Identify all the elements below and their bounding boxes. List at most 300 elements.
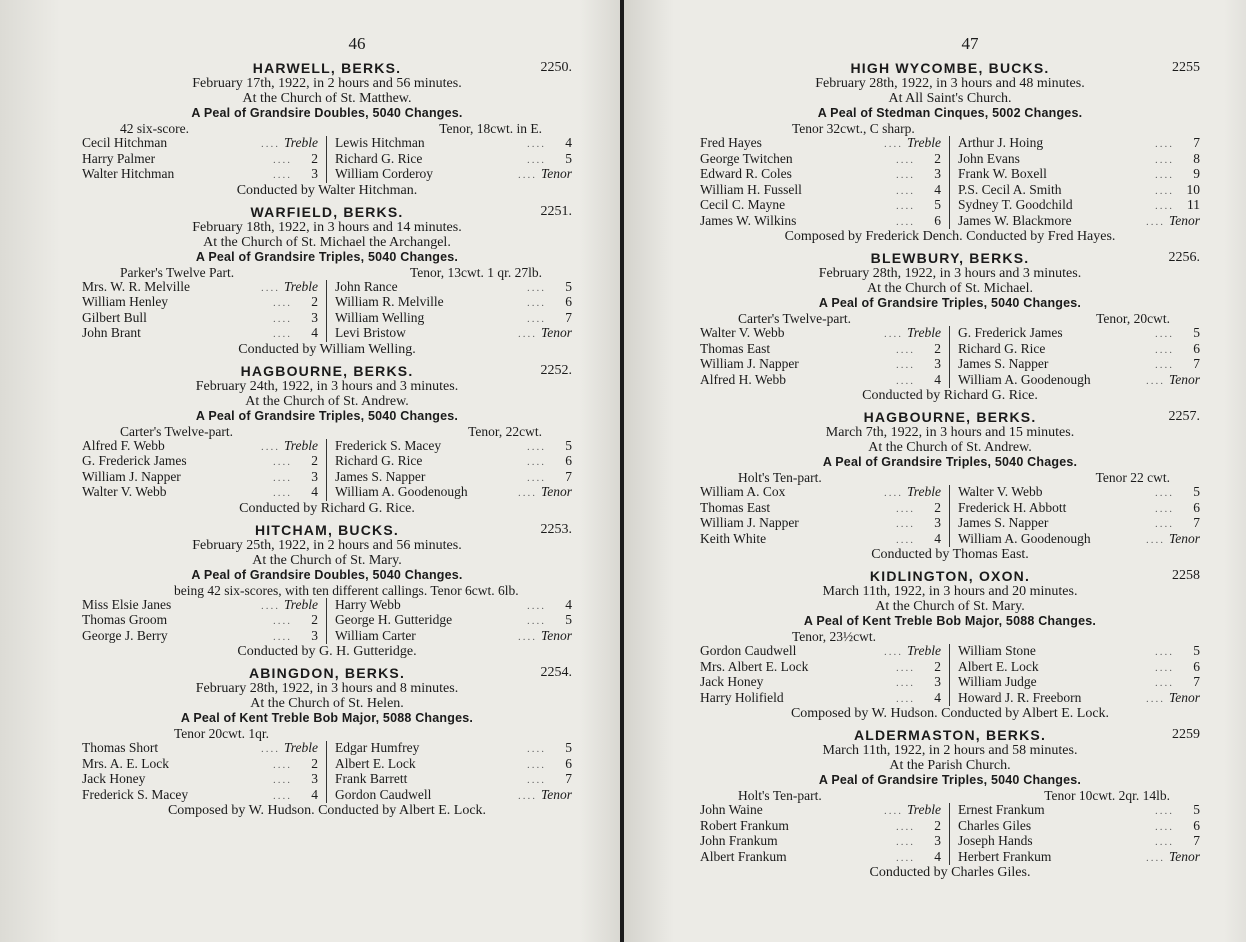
ringer-name: John Frankum — [700, 834, 778, 848]
leader-dots: .... — [1155, 153, 1174, 166]
leader-dots: .... — [883, 328, 903, 340]
ringer-cell — [327, 152, 572, 168]
ringer-name: Howard J. R. Freeborn — [958, 690, 1082, 705]
leader-dots: .... — [883, 805, 903, 817]
peal-info — [82, 121, 572, 136]
ringer-cell — [327, 295, 572, 311]
ringer-band — [82, 136, 572, 183]
ringer-band — [700, 485, 1200, 547]
peal-method: A Peal of Stedman Cinques, 5002 Changes. — [817, 106, 1083, 120]
ringer-name: John Waine — [700, 803, 763, 817]
ringer-cell — [327, 311, 572, 327]
leader-dots: .... — [527, 758, 546, 771]
ringer-name: Keith White — [700, 531, 767, 546]
leader-dots: .... — [1155, 661, 1174, 674]
peal-header — [700, 727, 1200, 743]
peal-tenor: Tenor, 18cwt. in E. — [439, 121, 542, 136]
ringer-name: Alfred H. Webb — [700, 372, 787, 387]
bell-position: 2 — [311, 755, 318, 771]
bell-position: Tenor — [540, 484, 572, 499]
leader-dots: .... — [517, 487, 537, 499]
leader-dots: .... — [1155, 836, 1174, 848]
peal-place: HITCHAM, BUCKS. — [255, 521, 399, 538]
leader-dots: .... — [883, 487, 903, 499]
leader-dots: .... — [896, 169, 915, 181]
peal-header — [82, 522, 572, 538]
leader-dots: .... — [273, 312, 292, 325]
ringer-name: John Brant — [82, 326, 141, 340]
peal-place: WARFIELD, BERKS. — [250, 203, 404, 220]
peal-church: At the Church of St. Andrew. — [868, 440, 1032, 455]
peal-note: being 42 six-scores, with ten different callings. Tenor 6cwt. 6lb. — [174, 582, 519, 598]
ringer-cell — [82, 311, 327, 327]
peal-header — [700, 250, 1200, 266]
bell-position: 4 — [934, 181, 941, 197]
ringer-name: Thomas Groom — [82, 613, 168, 627]
ringer-name: Mrs. A. E. Lock — [82, 756, 169, 771]
ringer-cell — [82, 485, 327, 501]
peal-date: March 11th, 1922, in 2 hours and 58 minutes. — [822, 743, 1078, 758]
ringer-name: George J. Berry — [82, 628, 168, 643]
ringer-name: Frederick S. Macey — [335, 438, 442, 453]
peal-record — [82, 204, 572, 357]
bell-position: Treble — [283, 740, 318, 755]
peal-date: February 28th, 1922, in 3 hours and 48 minutes. — [815, 76, 1085, 91]
leader-dots: .... — [260, 440, 280, 453]
ringer-name: William J. Napper — [700, 357, 799, 371]
ringer-cell — [950, 152, 1200, 168]
ringer-cell — [700, 644, 950, 660]
ringer-name: William A. Cox — [700, 485, 786, 499]
peal-number: 2252. — [540, 362, 572, 378]
leader-dots: .... — [1155, 359, 1174, 371]
peal-footer: Composed by W. Hudson. Conducted by Albert E. Lock. — [167, 803, 487, 818]
peal-date: February 28th, 1922, in 3 hours and 8 minutes. — [195, 681, 459, 696]
ringer-name: William A. Goodenough — [958, 531, 1091, 546]
ringer-name: Thomas East — [700, 500, 771, 515]
leader-dots: .... — [527, 456, 546, 468]
ringer-cell — [82, 470, 327, 486]
ringer-cell — [327, 613, 572, 629]
peal-record — [700, 568, 1200, 721]
ringer-name: Levi Bristow — [335, 326, 406, 340]
leader-dots: .... — [273, 774, 292, 786]
peal-method: A Peal of Grandsire Triples, 5040 Changes. — [818, 296, 1082, 310]
peal-place: ALDERMASTON, BERKS. — [853, 727, 1047, 743]
leader-dots: .... — [896, 533, 915, 546]
ringer-band — [700, 644, 1200, 706]
ringer-cell — [700, 326, 950, 342]
ringer-name: Sydney T. Goodchild — [958, 198, 1073, 212]
ringer-band — [700, 326, 1200, 388]
leader-dots: .... — [1155, 169, 1174, 181]
peal-place: ABINGDON, BERKS. — [248, 665, 406, 681]
leader-dots: .... — [273, 297, 292, 309]
ringer-cell — [700, 675, 950, 691]
peal-header — [82, 204, 572, 220]
peal-date: February 24th, 1922, in 3 hours and 3 minutes. — [195, 378, 459, 394]
peal-tenor: Tenor, 20cwt. — [1096, 311, 1170, 326]
ringer-cell — [700, 850, 950, 866]
ringer-cell — [327, 629, 572, 645]
bell-position: Tenor — [540, 786, 572, 802]
bell-position: Tenor — [1168, 848, 1200, 864]
ringer-cell — [950, 516, 1200, 532]
ringer-cell — [82, 613, 327, 629]
ringer-band — [82, 598, 572, 645]
leader-dots: .... — [260, 599, 280, 612]
peal-footer: Conducted by Walter Hitchman. — [236, 182, 418, 198]
bell-position: 5 — [565, 150, 572, 166]
page-number: 46 — [348, 34, 366, 53]
peal-header — [82, 60, 572, 76]
peal-method: A Peal of Grandsire Triples, 5040 Changes. — [818, 773, 1082, 787]
leader-dots: .... — [1155, 200, 1174, 212]
peal-footer: Conducted by G. H. Gutteridge. — [237, 644, 417, 659]
bell-position: 5 — [565, 437, 572, 453]
leader-dots: .... — [517, 169, 537, 181]
ringer-name: James S. Napper — [958, 516, 1049, 530]
ringer-name: Alfred F. Webb — [82, 438, 165, 453]
ringer-name: Walter V. Webb — [700, 326, 785, 340]
ringer-cell — [700, 660, 950, 676]
ringer-name: William A. Goodenough — [335, 485, 468, 499]
ringer-cell — [950, 136, 1200, 152]
leader-dots: .... — [273, 169, 292, 181]
bell-position: 7 — [1193, 833, 1200, 848]
ringer-cell — [950, 342, 1200, 358]
ringer-cell — [700, 373, 950, 389]
ringer-name: Richard G. Rice — [958, 341, 1046, 356]
leader-dots: .... — [896, 518, 915, 530]
ringer-name: Frank Barrett — [335, 772, 408, 786]
peal-note: Carter's Twelve-part. — [120, 423, 233, 439]
ringer-name: Gilbert Bull — [82, 310, 147, 325]
bell-position: 7 — [565, 468, 572, 484]
peal-tenor: Tenor, 13cwt. 1 qr. 27lb. — [410, 264, 542, 280]
peal-method: A Peal of Kent Treble Bob Major, 5088 Changes. — [180, 711, 474, 725]
bell-position: Treble — [906, 643, 941, 658]
bell-position: Treble — [906, 802, 941, 817]
bell-position: 4 — [934, 848, 941, 864]
peal-note: Parker's Twelve Part. — [120, 264, 235, 280]
ringer-cell — [327, 788, 572, 804]
ringer-cell — [327, 439, 572, 455]
ringer-cell — [950, 532, 1200, 548]
peal-record — [82, 60, 572, 198]
bell-position: 4 — [311, 786, 318, 802]
peal-place: HIGH WYCOMBE, BUCKS. — [850, 60, 1050, 76]
bell-position: 2 — [934, 340, 941, 356]
peal-tenor: Tenor 10cwt. 2qr. 14lb. — [1044, 788, 1170, 803]
ringer-name: William A. Goodenough — [958, 372, 1091, 387]
ringer-name: William H. Fussell — [700, 182, 802, 197]
bell-position: Tenor — [540, 325, 572, 340]
peal-record — [700, 250, 1200, 403]
ringer-name: George Twitchen — [700, 151, 793, 166]
leader-dots: .... — [1155, 502, 1174, 515]
leader-dots: .... — [1145, 533, 1165, 546]
leader-dots: .... — [273, 153, 292, 166]
bell-position: 6 — [565, 453, 572, 468]
peal-number: 2257. — [1168, 409, 1200, 424]
peal-info — [82, 265, 572, 280]
ringer-cell — [82, 167, 327, 183]
ringer-name: Charles Giles — [958, 818, 1032, 833]
bell-position: 8 — [1193, 150, 1200, 166]
bell-position: Treble — [283, 278, 318, 294]
peal-info — [700, 629, 1200, 644]
ringer-cell — [82, 772, 327, 788]
peal-place: HAGBOURNE, BERKS. — [240, 362, 414, 379]
peal-tenor: Tenor, 22cwt. — [468, 423, 542, 439]
ringer-cell — [700, 516, 950, 532]
peal-number: 2256. — [1168, 250, 1200, 265]
ringer-cell — [950, 691, 1200, 707]
peal-method: A Peal of Grandsire Doubles, 5040 Changes. — [191, 106, 463, 120]
ringer-cell — [82, 280, 327, 296]
ringer-name: Ernest Frankum — [958, 803, 1045, 817]
leader-dots: .... — [527, 471, 546, 484]
leader-dots: .... — [1155, 184, 1174, 197]
peal-record — [700, 409, 1200, 562]
ringer-cell — [700, 136, 950, 152]
peal-info — [700, 470, 1200, 485]
peal-note: 42 six-score. — [120, 121, 189, 136]
leader-dots: .... — [896, 692, 915, 705]
peal-church: At the Church of St. Mary. — [252, 552, 402, 568]
ringer-cell — [327, 598, 572, 614]
leader-dots: .... — [527, 615, 546, 627]
peal-info — [700, 121, 1200, 136]
leader-dots: .... — [896, 677, 915, 689]
ringer-cell — [82, 741, 327, 757]
ringer-cell — [950, 644, 1200, 660]
bell-position: 6 — [565, 755, 572, 771]
bell-position: 3 — [311, 468, 318, 484]
peal-method: A Peal of Grandsire Triples, 5040 Changes. — [195, 408, 459, 423]
leader-dots: .... — [883, 646, 903, 658]
ringer-name: Thomas East — [700, 341, 771, 356]
left-page — [0, 0, 622, 942]
ringer-name: Frederick S. Macey — [82, 787, 189, 802]
leader-dots: .... — [1155, 138, 1174, 150]
ringer-cell — [327, 167, 572, 183]
bell-position: Treble — [283, 596, 318, 612]
leader-dots: .... — [260, 138, 280, 150]
ringer-cell — [82, 439, 327, 455]
leader-dots: .... — [527, 774, 546, 786]
bell-position: 7 — [1193, 674, 1200, 689]
ringer-name: John Rance — [335, 279, 398, 294]
peal-info — [700, 788, 1200, 803]
ringer-name: Mrs. W. R. Melville — [82, 279, 191, 294]
leader-dots: .... — [896, 200, 915, 212]
peal-note: Tenor, 23½cwt. — [792, 629, 876, 644]
ringer-name: William J. Napper — [700, 516, 799, 530]
ringer-band — [82, 439, 572, 501]
bell-position: 2 — [311, 294, 318, 309]
ringer-name: Harry Webb — [335, 597, 401, 612]
peal-date: February 28th, 1922, in 3 hours and 3 minutes. — [818, 266, 1082, 281]
bell-position: 4 — [934, 371, 941, 387]
peal-church: At the Church of St. Helen. — [250, 696, 404, 711]
leader-dots: .... — [527, 312, 546, 325]
bell-position: 4 — [311, 325, 318, 340]
bell-position: 4 — [934, 689, 941, 705]
ringer-cell — [82, 326, 327, 342]
leader-dots: .... — [1155, 677, 1174, 689]
ringer-name: Walter V. Webb — [958, 485, 1043, 499]
ringer-cell — [82, 454, 327, 470]
leader-dots: .... — [527, 153, 546, 166]
ringer-name: Richard G. Rice — [335, 151, 423, 166]
ringer-cell — [950, 183, 1200, 199]
ringer-cell — [82, 757, 327, 773]
bell-position: 4 — [311, 484, 318, 499]
ringer-name: Cecil Hitchman — [82, 136, 168, 150]
ringer-name: James W. Wilkins — [700, 213, 797, 228]
leader-dots: .... — [1145, 692, 1165, 705]
peal-note: Holt's Ten-part. — [738, 470, 822, 485]
bell-position: 5 — [1193, 643, 1200, 658]
peal-record — [82, 665, 572, 818]
bell-position: 5 — [565, 278, 572, 294]
bell-position: 2 — [934, 499, 941, 515]
leader-dots: .... — [1155, 328, 1174, 340]
leader-dots: .... — [527, 297, 546, 309]
ringer-name: Miss Elsie Janes — [82, 597, 172, 612]
bell-position: 3 — [934, 674, 941, 689]
bell-position: 5 — [1193, 802, 1200, 817]
peal-method: A Peal of Kent Treble Bob Major, 5088 Changes. — [803, 614, 1097, 628]
bell-position: 6 — [934, 212, 941, 228]
leader-dots: .... — [273, 630, 292, 643]
ringer-name: William Welling — [335, 310, 425, 325]
bell-position: 9 — [1193, 166, 1200, 181]
ringer-cell — [327, 485, 572, 501]
bell-position: 7 — [1193, 356, 1200, 371]
ringer-cell — [82, 598, 327, 614]
peal-footer: Conducted by Thomas East. — [871, 547, 1029, 562]
ringer-name: G. Frederick James — [82, 454, 187, 468]
leader-dots: .... — [273, 487, 292, 499]
leader-dots: .... — [273, 328, 292, 340]
leader-dots: .... — [527, 743, 546, 755]
ringer-cell — [700, 819, 950, 835]
peal-header — [700, 409, 1200, 425]
ringer-name: William R. Melville — [335, 295, 444, 309]
leader-dots: .... — [260, 743, 280, 755]
bell-position: 11 — [1187, 197, 1200, 212]
ringer-cell — [950, 850, 1200, 866]
ringer-name: Cecil C. Mayne — [700, 198, 786, 212]
bell-position: Tenor — [540, 166, 572, 181]
leader-dots: .... — [517, 328, 537, 340]
peal-place: HARWELL, BERKS. — [252, 60, 402, 76]
leader-dots: .... — [1155, 646, 1174, 658]
bell-position: Treble — [283, 135, 318, 150]
ringer-band — [700, 803, 1200, 865]
peal-number: 2250. — [540, 60, 572, 75]
ringer-name: Jack Honey — [700, 675, 764, 689]
ringer-cell — [950, 660, 1200, 676]
leader-dots: .... — [517, 630, 537, 643]
ringer-cell — [950, 198, 1200, 214]
leader-dots: .... — [527, 138, 546, 150]
ringer-name: Robert Frankum — [700, 818, 789, 833]
leader-dots: .... — [527, 281, 546, 294]
peal-number: 2255 — [1172, 60, 1200, 75]
peal-method: A Peal of Grandsire Triples, 5040 Changes. — [195, 249, 459, 264]
ringer-name: Harry Palmer — [82, 151, 156, 166]
bell-position: 2 — [311, 453, 318, 468]
ringer-name: Richard G. Rice — [335, 454, 423, 468]
ringer-name: Albert Frankum — [700, 849, 787, 864]
ringer-band — [700, 136, 1200, 229]
bell-position: Tenor — [1168, 530, 1200, 546]
peal-record — [82, 363, 572, 516]
bell-position: 3 — [934, 356, 941, 371]
ringer-name: Edward R. Coles — [700, 167, 792, 181]
ringer-cell — [700, 152, 950, 168]
bell-position: 6 — [1193, 658, 1200, 674]
leader-dots: .... — [1155, 820, 1174, 833]
ringer-name: James S. Napper — [958, 357, 1049, 371]
peal-info — [82, 424, 572, 439]
ringer-name: William Stone — [958, 644, 1036, 658]
leader-dots: .... — [896, 502, 915, 515]
peal-date: February 17th, 1922, in 2 hours and 56 minutes. — [192, 76, 462, 91]
peal-number: 2258 — [1172, 568, 1200, 583]
ringer-cell — [327, 454, 572, 470]
leader-dots: .... — [1145, 374, 1165, 387]
page-number: 47 — [961, 34, 979, 53]
ringer-cell — [950, 167, 1200, 183]
leader-dots: .... — [527, 440, 546, 453]
peal-tenor: Tenor 22 cwt. — [1095, 470, 1170, 485]
bell-position: 10 — [1186, 181, 1200, 197]
leader-dots: .... — [896, 184, 915, 197]
ringer-band — [82, 280, 572, 342]
bell-position: 5 — [1193, 325, 1200, 340]
peal-record — [82, 522, 572, 660]
peal-info — [82, 583, 572, 598]
leader-dots: .... — [896, 661, 915, 674]
ringer-cell — [700, 834, 950, 850]
leader-dots: .... — [1155, 805, 1174, 817]
ringer-cell — [700, 357, 950, 373]
peal-header — [700, 60, 1200, 76]
bell-position: 3 — [311, 166, 318, 181]
ringer-name: Edgar Humfrey — [335, 741, 420, 755]
peal-method: A Peal of Grandsire Doubles, 5040 Changes. — [191, 567, 463, 582]
bell-position: 7 — [1193, 515, 1200, 530]
peal-info — [700, 311, 1200, 326]
ringer-cell — [950, 357, 1200, 373]
peal-list — [700, 60, 1200, 880]
bell-position: Tenor — [1168, 689, 1200, 705]
bell-position: 6 — [1193, 817, 1200, 833]
ringer-cell — [700, 198, 950, 214]
peal-header — [700, 568, 1200, 584]
bell-position: 5 — [565, 740, 572, 755]
ringer-cell — [950, 214, 1200, 230]
peal-header — [82, 665, 572, 681]
ringer-cell — [700, 214, 950, 230]
ringer-name: William Corderoy — [335, 167, 434, 181]
leader-dots: .... — [896, 153, 915, 166]
